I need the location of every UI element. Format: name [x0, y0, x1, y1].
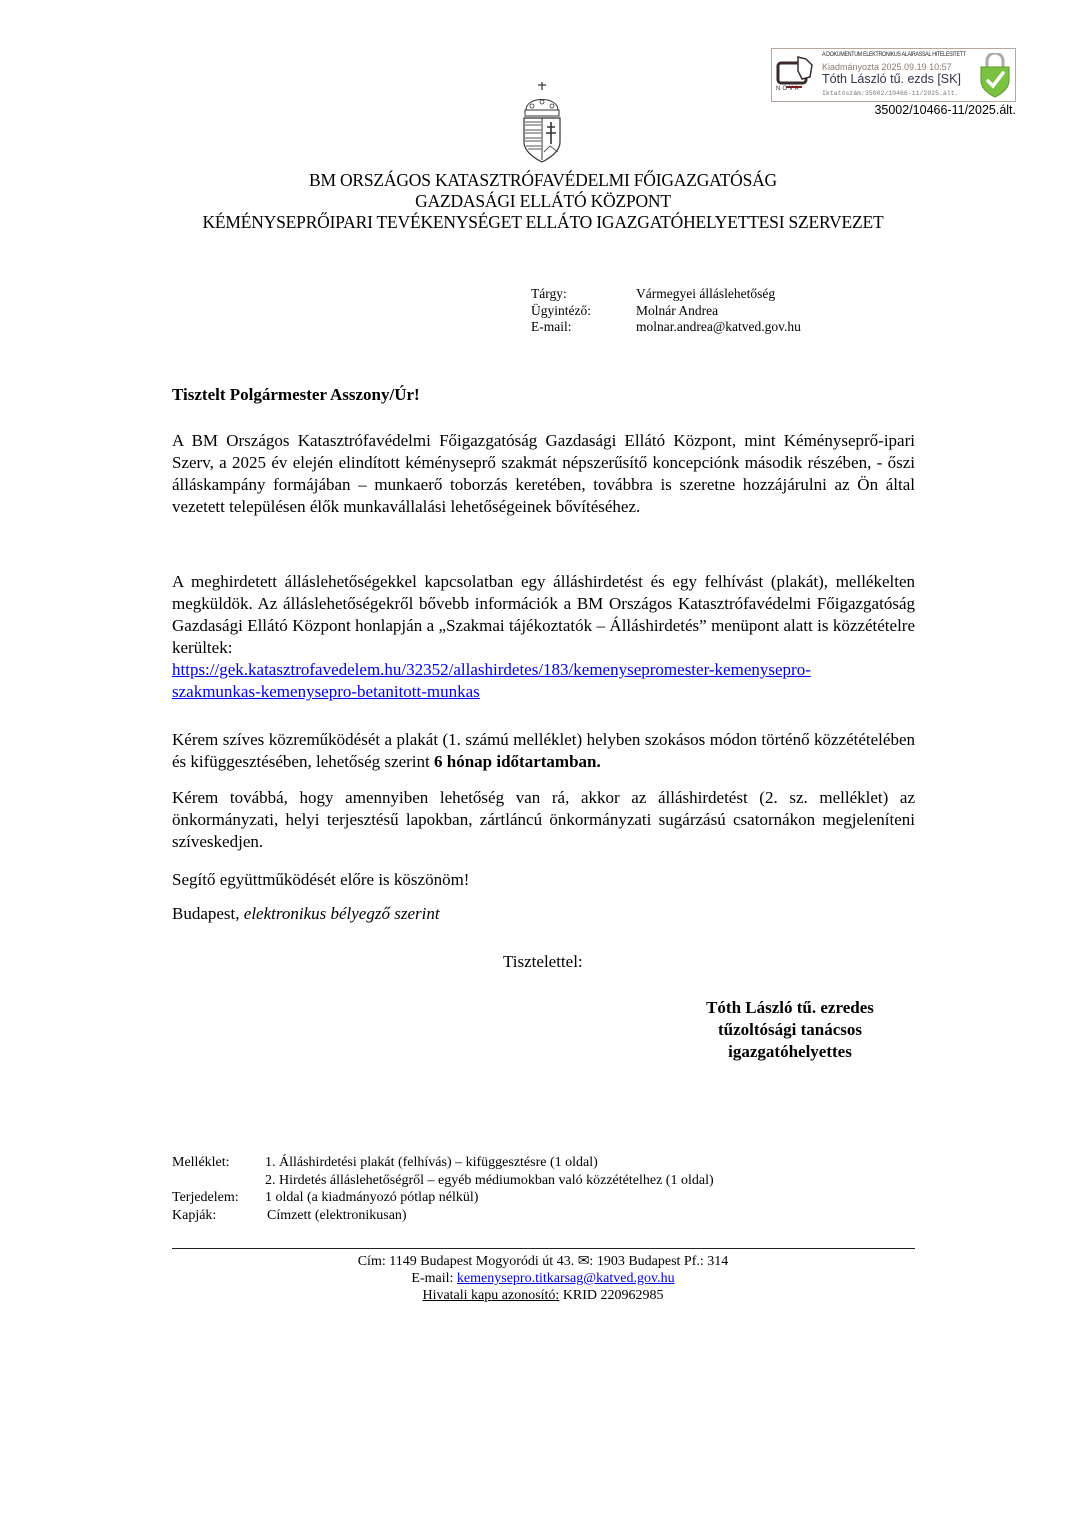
stamp-issued-date: Kiadmányozta 2025.09.19 10:57: [822, 62, 952, 72]
signature-block: [680, 997, 900, 1063]
duration-emphasis: 6 hónap időtartamban.: [434, 752, 601, 771]
signer-name: Tóth László tű. ezredes: [706, 998, 874, 1017]
closing: Tisztelettel:: [503, 952, 583, 971]
recipients-label: Kapják:: [172, 1207, 217, 1223]
paragraph-1: A BM Országos Katasztrófavédelmi Főigazgatóság Gazdasági Ellátó Központ, mint Kéményseprő-ipari Szerv, a 2025 év elején elindított kéményseprő szakmát népszerűsítő koncepciónk második részében, - őszi álláskampány formájában – munkaerő toborzás keretében, továbbra is szeretne hozzájárulni az Ön által vezetett településen élők munkavállalási lehetőségeinek bővítéséhez.: [172, 431, 915, 516]
stamp-registration: Iktatószám:35002/10466-11/2025.ált.: [822, 90, 959, 97]
attachments-block: [172, 1154, 714, 1224]
place-date-line: [172, 903, 915, 925]
stamp-authenticated-text: A DOKUMENTUM ELEKTRONIKUS ALÁÍRÁSSAL HITELESÍTETT: [822, 51, 966, 58]
attachment-1: 1. Álláshirdetési plakát (felhívás) – kifüggesztésre (1 oldal): [265, 1155, 598, 1170]
thanks-line: Segítő együttműködését előre is köszönöm!: [172, 870, 470, 889]
meta-label: Ügyintéző:: [531, 302, 591, 318]
stamp-signer: Tóth László tű. ezds [SK]: [822, 72, 961, 86]
recipients-value: Címzett (elektronikusan): [267, 1207, 407, 1223]
footer: [0, 1253, 1086, 1304]
header-line-1: BM ORSZÁGOS KATASZTRÓFAVÉDELMI FŐIGAZGATÓSÁG: [308, 170, 777, 190]
nova-logo-icon: [776, 55, 816, 99]
green-check-shield-icon: [978, 53, 1012, 99]
gateway-value: KRID 220962985: [559, 1288, 664, 1303]
attachment-label: Melléklet:: [172, 1155, 230, 1170]
meta-value: molnar.andrea@katved.gov.hu: [636, 319, 801, 334]
meta-value: Vármegyei álláslehetőség: [636, 286, 776, 301]
registration-number: 35002/10466-11/2025.ált.: [874, 103, 1016, 117]
hungarian-coat-of-arms-icon: [518, 80, 566, 166]
meta-case-officer: [531, 303, 801, 320]
meta-label: Tárgy:: [531, 286, 567, 301]
letter-meta: [531, 286, 801, 336]
footer-email-line: E-mail: kemenysepro.titkarsag@katved.gov.hu: [411, 1271, 675, 1286]
meta-email: [531, 319, 801, 336]
electronic-signature-stamp: [771, 48, 1016, 102]
extent-label: Terjedelem:: [172, 1190, 239, 1205]
paragraph-2: [172, 571, 915, 703]
paragraph-4: Kérem továbbá, hogy amennyiben lehetőség van rá, akkor az álláshirdetést (2. sz. melléklet) az önkormányzati, helyi terjesztésű lapokban, zártláncú önkormányzati sugárzású csatornákon megjeleníteni szíveskedjen.: [172, 788, 915, 851]
footer-gateway-line: [0, 1287, 1086, 1304]
date-note: elektronikus bélyegző szerint: [243, 904, 440, 923]
attachment-2: 2. Hirdetés álláslehetőségről – egyéb médiumokban való közzétételhez (1 oldal): [265, 1172, 714, 1188]
signer-rank: tűzoltósági tanácsos: [717, 1020, 863, 1039]
place: Budapest,: [172, 904, 244, 923]
meta-value: Molnár Andrea: [636, 302, 719, 318]
extent-value: 1 oldal (a kiadmányozó pótlap nélkül): [265, 1190, 479, 1205]
gateway-label: Hivatali kapu azonosító:: [422, 1288, 560, 1303]
header-line-2: GAZDASÁGI ELLÁTÓ KÖZPONT: [415, 191, 671, 211]
meta-label: E-mail:: [531, 319, 572, 334]
job-posting-link[interactable]: https://gek.katasztrofavedelem.hu/32352/allashirdetes/183/kemenysepromester-kemenysepro- szakmunkas-kemenysepro-betanitott-munkas: [172, 660, 811, 701]
header-line-3: KÉMÉNYSEPRŐIPARI TEVÉKENYSÉGET ELLÁTO IGAZGATÓHELYETTESI SZERVEZET: [202, 212, 884, 232]
paragraph-3-text: Kérem szíves közreműködését a plakát (1. számú melléklet) helyben szokásos módon történő közzétételében és kifüggesztésében, lehetőség szerint: [172, 730, 915, 771]
paragraph-3: [172, 729, 915, 773]
organization-header: [0, 170, 1086, 233]
footer-address: Cím: 1149 Budapest Mogyoródi út 43. ✉: 1903 Budapest Pf.: 314: [357, 1254, 729, 1269]
meta-subject: [531, 286, 801, 303]
signer-title: igazgatóhelyettes: [728, 1042, 852, 1061]
footer-divider: [172, 1248, 915, 1249]
nova-logo-text: NOVA: [776, 86, 801, 92]
salutation: Tisztelt Polgármester Asszony/Úr!: [172, 385, 420, 404]
paragraph-2-text: A meghirdetett álláslehetőségekkel kapcsolatban egy álláshirdetést és egy felhívást (plakát), mellékelten megküldök. Az álláslehetőségekről bővebb információk a BM Országos Katasztrófavédelmi Főigazgatóság Gazdasági Ellátó Központ honlapján a „Szakmai tájékoztatók – Álláshirdetés” menüpont alatt is közzétételre kerültek:: [172, 572, 915, 657]
footer-email-link[interactable]: kemenysepro.titkarsag@katved.gov.hu: [456, 1271, 675, 1286]
